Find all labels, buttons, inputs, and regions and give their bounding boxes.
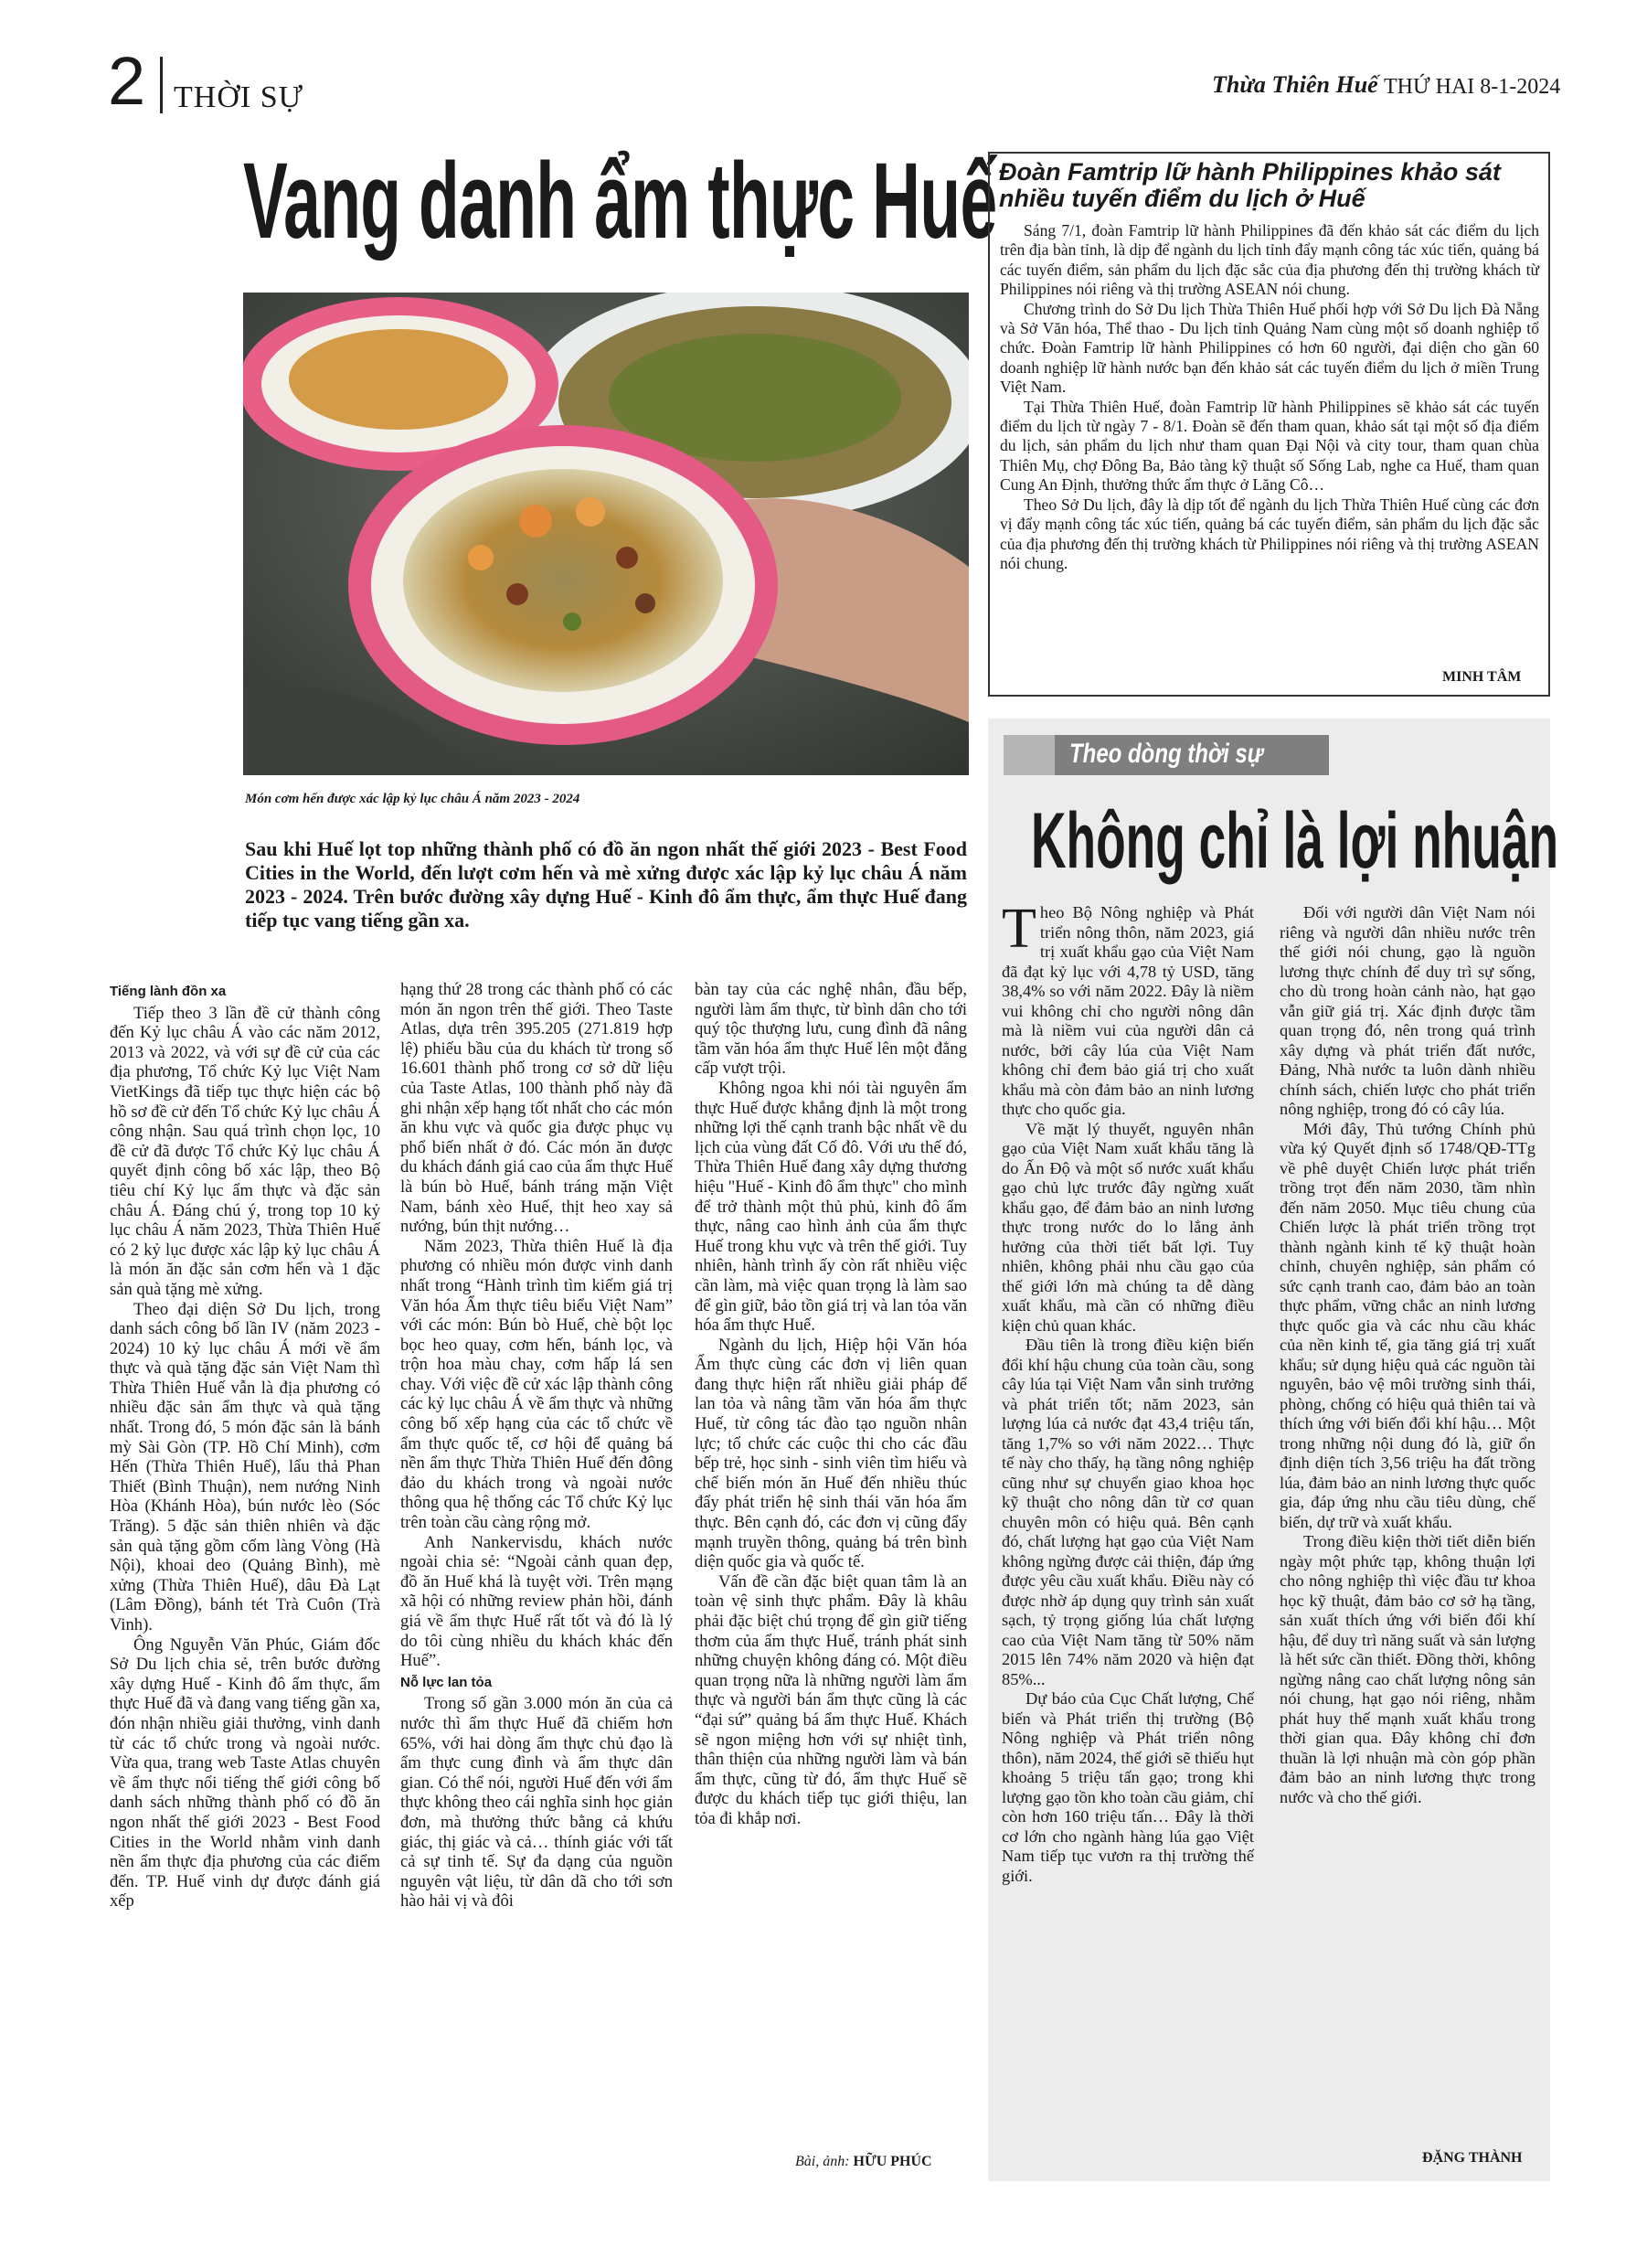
paragraph: hạng thứ 28 trong các thành phố có các món ăn ngon trên thế giới. Theo Taste Atlas, dựa trên 395.205 (271.819 hợp lệ) phiếu bầu của du khách từ trong số 16.601 thành phố trong cơ sở dữ liệu của Taste Atlas, 100 thành phố này đã ghi nhận xếp hạng tốt nhất cho các món ăn khu vực và quốc gia được phục vụ phổ biến nhất ở đó. Các món ăn được du khách đánh giá cao của ẩm thực Huế là bún bò Huế, bánh tráng mặn Việt Nam, bánh xèo Huế, thịt heo xay sả nướng, bún thịt nướng… (400, 980, 673, 1237)
paragraph: Theo Sở Du lịch, đây là dịp tốt để ngành du lịch Thừa Thiên Huế cùng các đơn vị đẩy mạnh công tác xúc tiến, quảng bá các tuyến điểm, sản phẩm du lịch đặc sắc của địa phương đến thị trường khách từ Philippines nói riêng và thị trường ASEAN nói chung. (1000, 495, 1539, 572)
byline-label: Bài, ảnh: (795, 2154, 850, 2169)
food-bowls-image (243, 293, 969, 775)
section-name: THỜI SỰ (174, 80, 303, 114)
paragraph: Tại Thừa Thiên Huế, đoàn Famtrip lữ hành Philippines sẽ khảo sát các tuyến điểm du lịch từ ngày 7 - 8/1. Đoàn sẽ đến tham quan, khảo sát tại một số địa điểm du lịch, sản phẩm du lịch như tham quan Đại Nội và city tour, tham quan chùa Thiên Mụ, chợ Đông Ba, Bảo tàng kỹ thuật số Sống Lab, nghe ca Huế, tham quan Cung An Định, thưởng thức ẩm thực ở Lăng Cô… (1000, 397, 1539, 495)
subhead: Nỗ lực lan tỏa (400, 1674, 493, 1690)
paragraph: Ông Nguyễn Văn Phúc, Giám đốc Sở Du lịch chia sẻ, trên bước đường xây dựng Huế - Kinh đô ẩm thực, ẩm thực Huế đã và đang vang tiếng gần xa, đón nhận nhiều giải thưởng, vinh danh từ các tổ chức trong và ngoài nước. Vừa qua, trang web Taste Atlas chuyên về ẩm thực nổi tiếng thế giới công bố danh sách những thành phố có đồ ăn ngon nhất thế giới 2023 - Best Food Cities in the World nhằm vinh danh nền ẩm thực địa phương của các điểm đến. TP. Huế vinh dự được đánh giá xếp (110, 1634, 380, 1911)
paragraph: Mới đây, Thủ tướng Chính phủ vừa ký Quyết định số 1748/QĐ-TTg về phê duyệt Chiến lược phát triển trồng trọt đến năm 2030, tầm nhìn đến năm 2050. Mục tiêu chung của Chiến lược là phát triển trồng trọt thành ngành kinh tế kỹ thuật hoàn chỉnh, chuyên nghiệp, sản phẩm có sức cạnh tranh cao, đảm bảo an toàn thực phẩm, vững chắc an ninh lương thực quốc gia và các nhu cầu khác của nền kinh tế, gia tăng giá trị xuất khẩu; sử dụng hiệu quả các nguồn tài nguyên, bảo vệ môi trường sinh thái, phòng, chống có hiệu quả thiên tai và thích ứng với biến đổi khí hậu… Một trong những nội dung đó là, giữ ổn định diện tích 3,56 triệu ha đất trồng lúa, đảm bảo an ninh lương thực quốc gia, đáp ứng nhu cầu tiêu dùng, chế biến, dự trữ và xuất khẩu. (1280, 1119, 1535, 1531)
newspaper-name: Thừa Thiên Huế (1212, 71, 1378, 98)
issue-date: THỨ HAI 8-1-2024 (1384, 75, 1561, 99)
paragraph: Tiếp theo 3 lần đề cử thành công đến Kỷ lục châu Á vào các năm 2012, 2013 và 2022, và với sự đề cử của các địa phương, Tổ chức Kỷ lục Việt Nam VietKings đã tiếp tục thực hiện các bộ hồ sơ đề cử đến Tổ chức Kỷ lục châu Á công nhận. Sau quá trình chọn lọc, 10 đề cử đã được Tổ chức Kỷ lục châu Á quyết định công bố xác lập, theo Bộ tiêu chí Kỷ lục ẩm thực và đặc sản châu Á. Đáng chú ý, trong top 10 kỷ lục châu Á năm 2023, Thừa Thiên Huế có 2 kỷ lục được xác lập kỷ lục châu Á là món ăn đặc sản cơm hến và 1 đặc sản quà tặng mè xửng. (110, 1003, 380, 1299)
opinion-title: Không chỉ là lợi nhuận (1031, 797, 1559, 885)
article-column-2 (400, 980, 673, 1911)
paragraph-text: heo Bộ Nông nghiệp và Phát triển nông thôn, năm 2023, giá trị xuất khẩu gạo của Việt Nam đã đạt kỷ lục với 4,78 tỷ USD, tăng 38,4% so với năm 2022. Đây là niềm vui không chỉ cho người nông dân mà là niềm vui của người dân cả nước, bởi cây lúa của Việt Nam không chỉ đem bảo giá trị cho xuất khẩu mà còn đảm bảo an ninh lương thực cho quốc gia. (1002, 903, 1254, 1118)
article-photo (243, 293, 969, 775)
paragraph: Anh Nankervisdu, khách nước ngoài chia sẻ: “Ngoài cảnh quan đẹp, đồ ăn Huế khá là tuyệt vời. Trên mạng xã hội có những review phản hồi, đánh giá về ẩm thực Huế rất tốt và đó là lý do tôi cùng nhiều du khách khác đến Huế”. (400, 1532, 673, 1671)
paragraph: bàn tay của các nghệ nhân, đầu bếp, người làm ẩm thực, từ bình dân cho tới quý tộc thượng lưu, cung đình đã nâng tầm văn hóa ẩm thực Huế lên một đẳng cấp vượt trội. (695, 980, 967, 1079)
paragraph: Trong điều kiện thời tiết diễn biến ngày một phức tạp, không thuận lợi cho nông nghiệp thì việc đầu tư khoa học kỹ thuật, đảm bảo cơ sở hạ tầng, sản xuất thích ứng với biến đổi khí hậu, để duy trì năng suất và sản lượng là hết sức cần thiết. Đồng thời, không ngừng nâng cao chất lượng nông sản nói chung, hạt gạo nói riêng, nhằm phát huy thế mạnh xuất khẩu trong thời gian qua. Đây không chỉ đơn thuần là lợi nhuận mà còn góp phần đảm bảo an ninh lương thực trong nước và cho thế giới. (1280, 1532, 1535, 1806)
news-box-author: MINH TÂM (1442, 669, 1522, 685)
article-lead: Sau khi Huế lọt top những thành phố có đồ ăn ngon nhất thế giới 2023 - Best Food Cities in the World, đến lượt cơm hến và mè xửng được xác lập kỷ lục châu Á năm 2023 - 2024. Trên bước đường xây dựng Huế - Kinh đô ẩm thực, ẩm thực Huế đang tiếp tục vang tiếng gần xa. (245, 837, 967, 932)
paragraph: Dự báo của Cục Chất lượng, Chế biến và Phát triển thị trường (Bộ Nông nghiệp và Phát triển nông thôn), năm 2024, thế giới sẽ thiếu hụt khoảng 5 triệu tấn gạo; trong khi lượng gạo tồn kho toàn cầu giảm, chỉ còn hơn 160 triệu tấn… Đây là thời cơ lớn cho ngành hàng lúa gạo Việt Nam tiếp tục vươn ra thị trường thế giới. (1002, 1689, 1254, 1885)
paragraph: Chương trình do Sở Du lịch Thừa Thiên Huế phối hợp với Sở Du lịch Đà Nẵng và Sở Văn hóa, Thể thao - Du lịch tỉnh Quảng Nam cùng một số doanh nghiệp tổ chức. Đoàn Famtrip lữ hành Philippines có hơn 60 người, đại diện cho gần 60 doanh nghiệp lữ hành nước bạn đến khảo sát các tuyến điểm du lịch ở miền Trung Việt Nam. (1000, 299, 1539, 397)
paragraph: Năm 2023, Thừa thiên Huế là địa phương có nhiều món được vinh danh nhất trong “Hành trình tìm kiếm giá trị Văn hóa Ẩm thực tiêu biểu Việt Nam” với các món: Bún bò Huế, chè bột lọc bọc heo quay, cơm hến, bánh lọc, và trộn hoa màu chay, cơm hấp lá sen chay. Với việc đề cử xác lập thành công các kỷ lục châu Á về ẩm thực và những công bố xếp hạng của các tổ chức về ẩm thực quốc tế, cơ hội để quảng bá nền ẩm thực Thừa Thiên Huế đến đông đảo du khách trong và ngoài nước thông qua hệ thống các Tổ chức Kỷ lục trên toàn cầu càng rộng mở. (400, 1236, 673, 1533)
paragraph: Đầu tiên là trong điều kiện biến đổi khí hậu chung của toàn cầu, song cây lúa tại Việt Nam vẫn sinh trưởng và phát triển tốt; năm 2023, sản lượng lúa cả nước đạt 43,4 triệu tấn, tăng 1,7% so với năm 2022… Thực tế này cho thấy, hạ tầng nông nghiệp cũng như sự chuyển giao khoa học kỹ thuật cho nông dân từ cơ quan chuyên môn có hiệu quả. Bên cạnh đó, chất lượng hạt gạo của Việt Nam không ngừng được cải thiện, đáp ứng được yêu cầu xuất khẩu. Điều này có được nhờ áp dụng quy trình sản xuất sạch, tỷ trọng giống lúa chất lượng cao của Việt Nam tăng từ 50% năm 2015 lên 74% năm 2020 và hiện đạt 85%... (1002, 1336, 1254, 1688)
subhead: Tiếng lành đồn xa (110, 984, 227, 999)
column-tag-accent (1004, 735, 1055, 775)
paragraph: Theo đại diện Sở Du lịch, trong danh sách công bố lần IV (năm 2023 - 2024) 10 kỷ lục châu Á mới về ẩm thực và quà tặng đặc sản Việt Nam thì Thừa Thiên Huế vẫn là địa phương có nhiều đặc sản ẩm thực và quà tặng nhất. Trong đó, 5 món đặc sản là bánh mỳ Sài Gòn (TP. Hồ Chí Minh), cơm Hến (Thừa Thiên Huế), lẩu thả Phan Thiết (Bình Thuận), nem nướng Ninh Hòa (Khánh Hòa), bún nước lèo (Sóc Trăng). 5 đặc sản thiên nhiên và đặc sản quà tặng gồm cốm làng Vòng (Hà Nội), khoai deo (Quảng Bình), mè xửng (Thừa Thiên Huế), dâu Đà Lạt (Lâm Đồng), bánh tét Trà Cuôn (Trà Vinh). (110, 1299, 380, 1634)
paragraph (1002, 898, 1254, 1120)
paragraph: Vấn đề cần đặc biệt quan tâm là an toàn vệ sinh thực phẩm. Đây là khâu phải đặc biệt chú trọng để gìn giữ tiếng thơm của ẩm thực Huế, tránh phát sinh những chuyện không đáng có. Một điều quan trọng nữa là những người làm ẩm thực và người bán ẩm thực cũng là các “đại sứ” quảng bá ẩm thực Huế. Khách sẽ ngon miệng hơn với sự nhiệt tình, thân thiện của những người làm và bán ẩm thực, cũng từ đó, ẩm thực Huế sẽ được du khách tiếp tục giới thiệu, lan tỏa đi khắp nơi. (695, 1571, 967, 1828)
paragraph: Sáng 7/1, đoàn Famtrip lữ hành Philippines đã đến khảo sát các điểm du lịch trên địa bàn tỉnh, là dịp để ngành du lịch tỉnh đẩy mạnh công tác xúc tiến, quảng bá các tuyến điểm, sản phẩm du lịch đặc sắc của địa phương đến thị trường khách từ Philippines nói riêng và thị trường ASEAN nói chung. (1000, 221, 1539, 299)
opinion-column-2 (1280, 903, 1535, 1807)
paragraph: Trong số gần 3.000 món ăn của cả nước thì ẩm thực Huế đã chiếm hơn 65%, với hai dòng ẩm thực chủ đạo là ẩm thực cung đình và ẩm thực dân gian. Có thể nói, người Huế đến với ẩm thực không theo cái nghĩa sinh học giản đơn, mà thưởng thức bằng cả khứu giác, thị giác và cả… thính giác với tất cả sự tinh tế. Sự đa dạng của nguồn nguyên vật liệu, từ dân dã cho tới sơn hào hải vị và đôi (400, 1694, 673, 1911)
paragraph: Ngành du lịch, Hiệp hội Văn hóa Ẩm thực cùng các đơn vị liên quan đang thực hiện rất nhiều giải pháp để lan tỏa và nâng tầm văn hóa ẩm thực Huế, từ công tác đào tạo nguồn nhân lực; tổ chức các cuộc thi cho các đầu bếp trẻ, học sinh - sinh viên tìm hiểu và chế biến món ăn Huế đến nhiều thúc đẩy phát triển hệ sinh thái văn hóa ẩm thực. Bên cạnh đó, các đơn vị cũng đẩy mạnh truyền thông, quảng bá trên bình diện quốc gia và quốc tế. (695, 1335, 967, 1572)
article-column-1 (110, 980, 380, 1911)
news-box-title: Đoàn Famtrip lữ hành Philippines khảo sát nhiều tuyến điểm du lịch ở Huế (999, 158, 1501, 212)
article-column-3 (695, 980, 967, 1829)
paragraph: Không ngoa khi nói tài nguyên ẩm thực Huế được khẳng định là một trong những lợi thế cạnh tranh bậc nhất về du lịch của vùng đất Cố đô. Với ưu thế đó, Thừa Thiên Huế đang xây dựng thương hiệu "Huế - Kinh đô ẩm thực" cho mình để trở thành một thủ phủ, kinh đô ẩm thực, nâng cao hình ảnh của ẩm thực Huế trong khu vực và trên thế giới. Tuy nhiên, hành trình ấy còn rất nhiều việc cần làm, mà việc quan trọng là làm sao để gìn giữ, bảo tồn giá trị và lan tỏa văn hóa ẩm thực Huế. (695, 1078, 967, 1336)
paragraph: Đối với người dân Việt Nam nói riêng và người dân nhiều nước trên thế giới nói chung, gạo là nguồn lương thực chính để duy trì sự sống, cho dù trong hoàn cảnh nào, hạt gạo vẫn giữ giá trị. Xác định được tầm quan trọng đó, nên trong quá trình xây dựng và phát triển đất nước, Đảng, Nhà nước ta luôn dành nhiều chính sách, chiến lược cho phát triển nông nghiệp, trong đó có cây lúa. (1280, 903, 1535, 1118)
article-byline (795, 2154, 932, 2170)
news-box-body (1000, 221, 1539, 573)
opinion-column-1 (1002, 898, 1254, 1886)
column-tag: Theo dòng thời sự (1069, 739, 1263, 769)
article-title: Vang danh ẩm thực Huế (243, 141, 997, 261)
photo-caption: Món cơm hến được xác lập kỷ lục châu Á năm 2023 - 2024 (245, 792, 580, 806)
header-divider (160, 57, 163, 113)
opinion-author: ĐẶNG THÀNH (1422, 2150, 1523, 2166)
drop-cap: T (1002, 898, 1036, 960)
paragraph: Về mặt lý thuyết, nguyên nhân gạo của Việt Nam xuất khẩu tăng là do Ấn Độ và một số nước xuất khẩu gạo chủ lực trước đây ngừng xuất khẩu gạo, để đảm bảo an ninh lương thực trong nước do lo lắng ảnh hưởng của thời tiết bất lợi. Tuy nhiên, không phải nhu cầu gạo của thế giới lớn mà chúng ta dễ dàng xuất khẩu, mà cần có những điều kiện chủ quan khác. (1002, 1119, 1254, 1335)
page-number: 2 (108, 43, 146, 119)
byline-author: HỮU PHÚC (853, 2154, 932, 2169)
